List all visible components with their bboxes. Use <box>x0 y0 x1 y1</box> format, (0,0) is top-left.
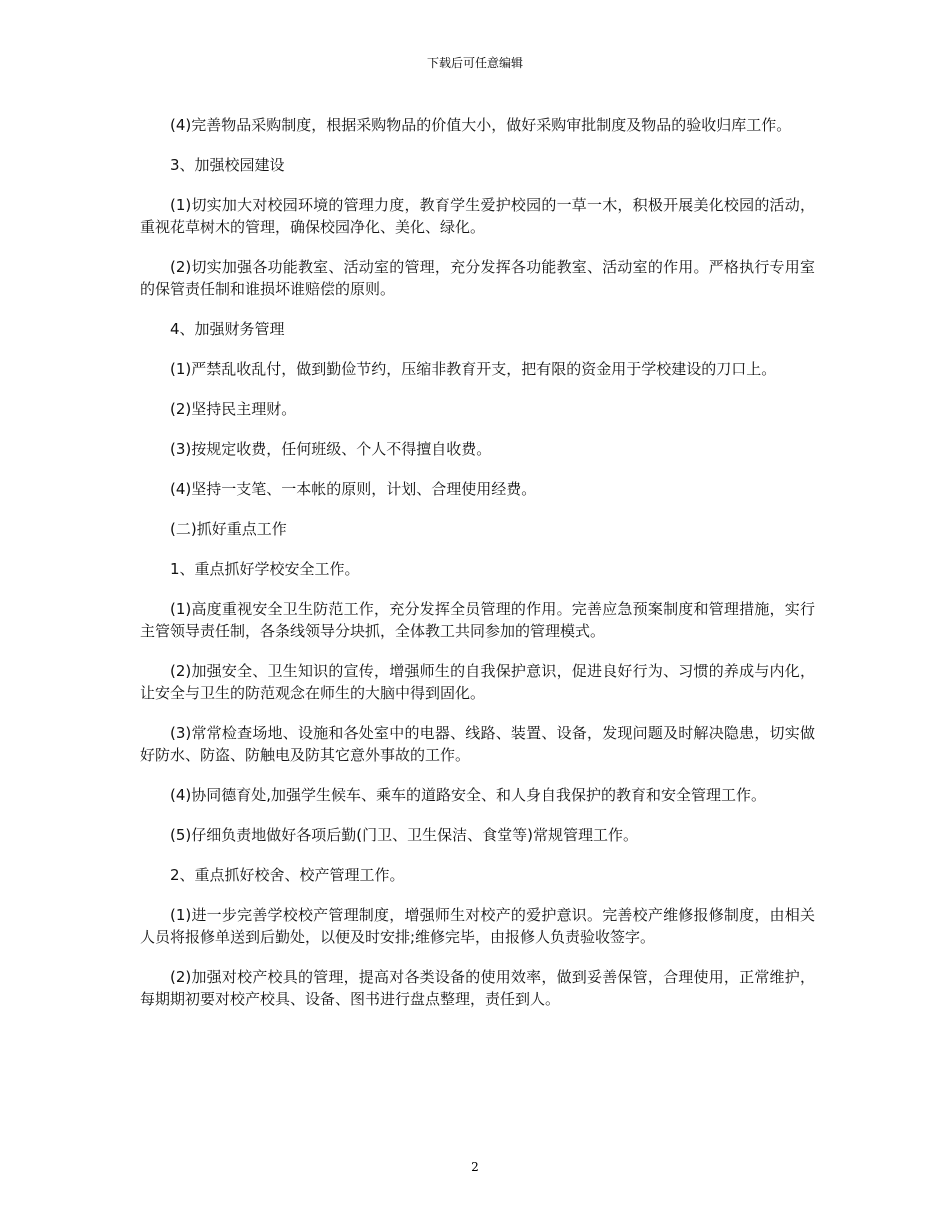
paragraph: (3)按规定收费，任何班级、个人不得擅自收费。 <box>170 440 492 458</box>
paragraph: (1)切实加大对校园环境的管理力度，教育学生爱护校园的一草一木，积极开展美化校园的活动，重视花草树木的管理，确保校园净化、美化、绿化。 <box>140 196 815 236</box>
paragraph: (2)加强对校产校具的管理，提高对各类设备的使用效率，做到妥善保管，合理使用，正常维护，每期期初要对校产校具、设备、图书进行盘点整理，责任到人。 <box>140 968 815 1008</box>
paragraph: (5)仔细负责地做好各项后勤(门卫、卫生保洁、食堂等)常规管理工作。 <box>170 826 638 844</box>
section-heading: 1、重点抓好学校安全工作。 <box>170 560 360 578</box>
paragraph: (1)严禁乱收乱付，做到勤俭节约，压缩非教育开支，把有限的资金用于学校建设的刀口上。 <box>170 360 777 378</box>
paragraph: (2)切实加强各功能教室、活动室的管理，充分发挥各功能教室、活动室的作用。严格执行专用室的保管责任制和谁损坏谁赔偿的原则。 <box>140 258 815 298</box>
section-heading: (二)抓好重点工作 <box>170 520 287 538</box>
paragraph: (4)完善物品采购制度，根据采购物品的价值大小，做好采购审批制度及物品的验收归库工作。 <box>170 116 792 134</box>
page-header: 下载后可任意编辑 <box>426 56 523 70</box>
paragraph: (3)常常检查场地、设施和各处室中的电器、线路、装置、设备，发现问题及时解决隐患，切实做好防水、防盗、防触电及防其它意外事故的工作。 <box>140 724 815 764</box>
page-number: 2 <box>471 1160 479 1174</box>
paragraph: (4)坚持一支笔、一本帐的原则，计划、合理使用经费。 <box>170 480 537 498</box>
body-text <box>140 114 815 1028</box>
section-heading: 3、加强校园建设 <box>170 156 285 174</box>
paragraph: (4)协同德育处,加强学生候车、乘车的道路安全、和人身自我保护的教育和安全管理工作。 <box>170 786 767 804</box>
section-heading: 4、加强财务管理 <box>170 320 285 338</box>
paragraph: (2)加强安全、卫生知识的宣传，增强师生的自我保护意识，促进良好行为、习惯的养成与内化，让安全与卫生的防范观念在师生的大脑中得到固化。 <box>140 662 815 702</box>
paragraph: (1)高度重视安全卫生防范工作，充分发挥全员管理的作用。完善应急预案制度和管理措施，实行主管领导责任制，各条线领导分块抓，全体教工共同参加的管理模式。 <box>140 600 815 640</box>
paragraph: (2)坚持民主理财。 <box>170 400 297 418</box>
section-heading: 2、重点抓好校舍、校产管理工作。 <box>170 866 405 884</box>
paragraph: (1)进一步完善学校校产管理制度，增强师生对校产的爱护意识。完善校产维修报修制度，由相关人员将报修单送到后勤处，以便及时安排;维修完毕，由报修人负责验收签字。 <box>140 906 815 946</box>
